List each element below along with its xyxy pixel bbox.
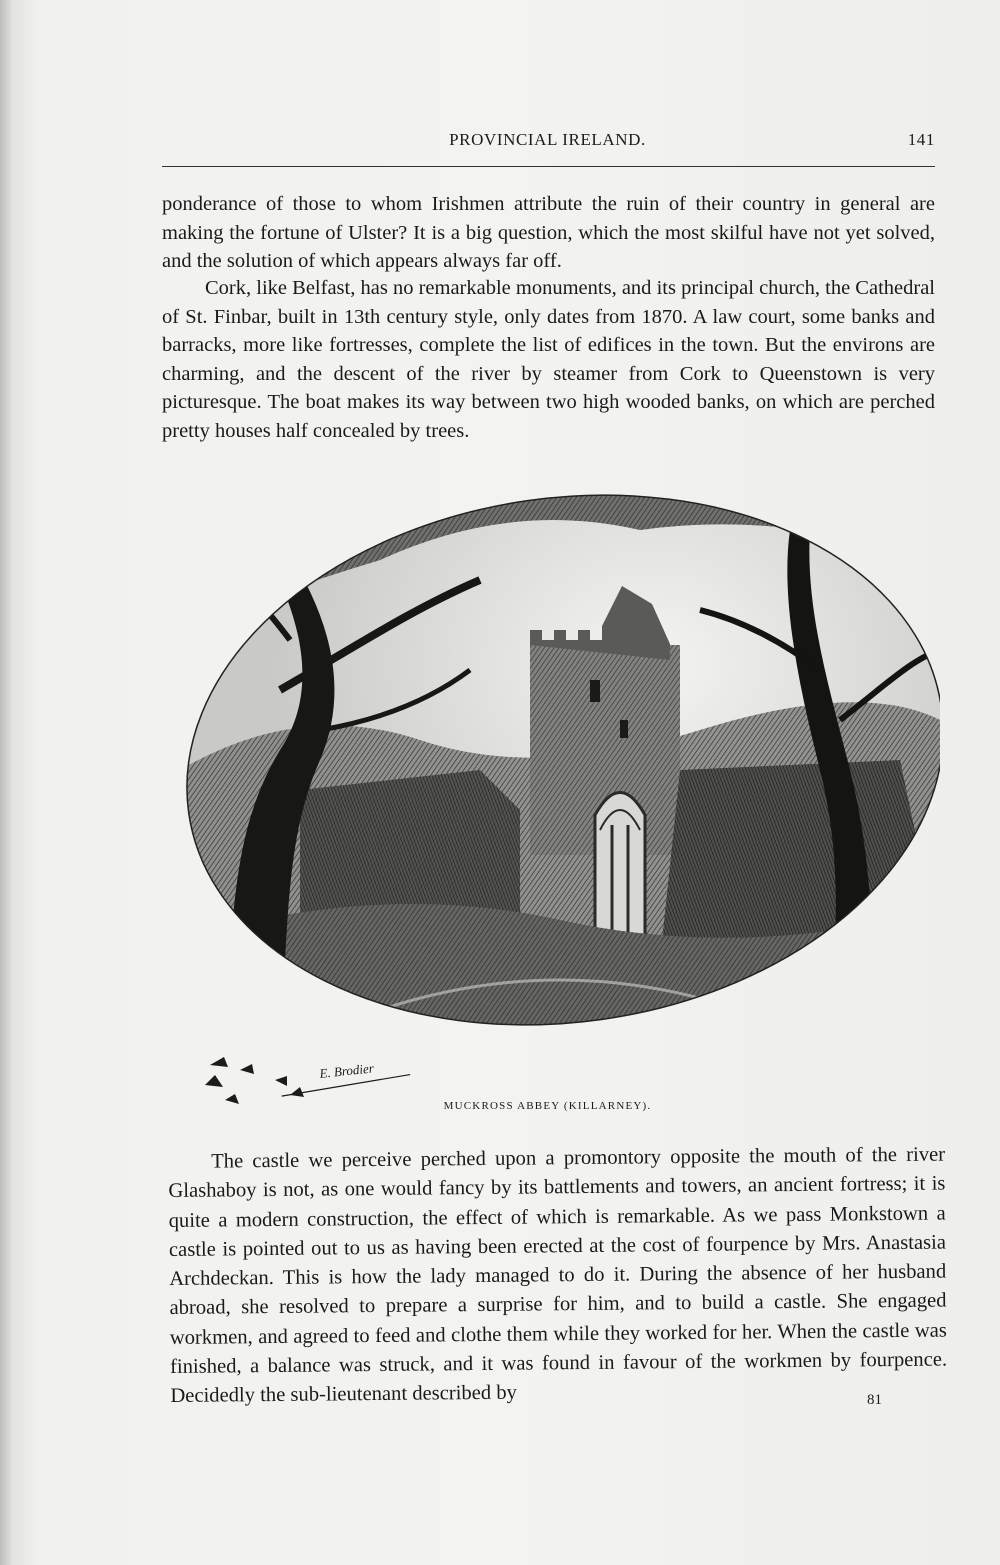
svg-text:E. Brodier: E. Brodier: [318, 1060, 375, 1081]
running-head: [160, 128, 935, 156]
signature-mark: 81: [867, 1392, 882, 1408]
page-number: 141: [907, 130, 935, 149]
header-rule: [162, 166, 935, 167]
paragraph-3: The castle we perceive perched upon a promontory opposite the mouth of the river Glashaboy is not, as one would fancy by its battlements and towers, an ancient fortress; it is quite a modern construction, the effect of which is remarkable. As we pass Monkstown a castle is pointed out to us as having been erected at the cost of fourpence by Mrs. Anastasia Archdeckan. This is how the lady managed to do it. During the absence of her husband abroad, she resolved to prepare a surprise for him, and to build a castle. She engaged workmen, and agreed to feed and clothe them while they worked for her. When the castle was finished, a balance was struck, and it was found in favour of the workmen by fourpence. Decidedly the sub-lieutenant described by: [168, 1143, 948, 1408]
gothic-window: [595, 793, 645, 941]
figure-caption: MUCKROSS ABBEY (KILLARNEY).: [443, 1100, 652, 1112]
paragraph-2: Cork, like Belfast, has no remarkable monuments, and its principal church, the Cathedral of St. Finbar, built in 13th century style, only dates from 1870. A law court, some banks and barracks, more like fortresses, complete the list of edifices in the town. But the environs are charming, and the descent of the river by steamer from Cork to Queenstown is very picturesque. The boat makes its way between two high wooded banks, on which are perched pretty houses half concealed by trees.: [162, 277, 935, 442]
muckross-abbey-engraving: [180, 470, 940, 1120]
page-gutter-shadow: [0, 0, 14, 1565]
ivy-leaves: [205, 1057, 304, 1104]
paragraph-1: ponderance of those to whom Irishmen attribute the ruin of their country in general are making the fortune of Ulster? It is a big question, which the most skilful have not yet solved, and the solution of which appears always far off.: [162, 193, 935, 272]
running-title: PROVINCIAL IRELAND.: [449, 130, 646, 149]
engraving-illustration: [180, 470, 940, 1120]
